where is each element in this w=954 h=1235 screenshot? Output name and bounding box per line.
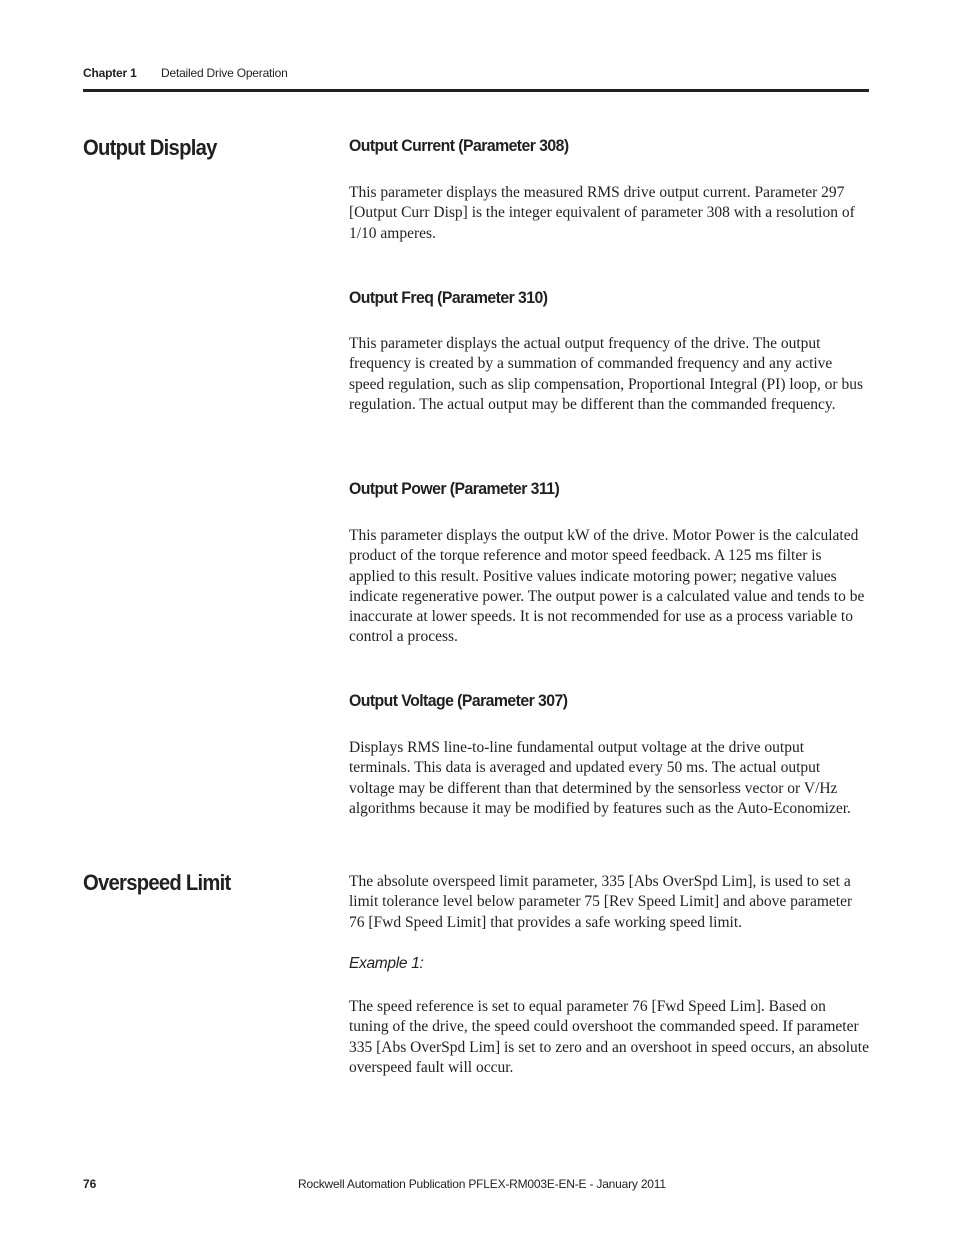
paragraph-output-power: This parameter displays the output kW of the drive. Motor Power is the calculated product of the torque reference and motor speed feedback. A 125 ms filter is applied to this result. Positive values indicate motoring power; negative values indicate regenerative power. The output power is a calculated value and tends to be inaccurate at lower speeds. It is not recommended for use as a process variable to control a process. — [349, 527, 865, 646]
footer-publication: Rockwell Automation Publication PFLEX-RM003E-EN-E - January 2011 — [298, 1177, 666, 1191]
paragraph-overspeed-intro: The absolute overspeed limit parameter, 335 [Abs OverSpd Lim], is used to set a limit tolerance level below parameter 75 [Rev Speed Limit] and above parameter 76 [Fwd Speed Limit] that provides a safe working speed limit. — [349, 873, 853, 931]
subheading-output-power: Output Power (Parameter 311) — [349, 479, 560, 498]
subheading-output-freq: Output Freq (Parameter 310) — [349, 288, 548, 307]
footer-page-number: 76 — [83, 1177, 97, 1191]
header-divider — [83, 89, 869, 92]
header-chapter-title: Detailed Drive Operation — [161, 66, 288, 80]
section-title-output-display: Output Display — [83, 135, 217, 160]
subheading-output-current: Output Current (Parameter 308) — [349, 136, 569, 155]
paragraph-output-voltage: Displays RMS line-to-line fundamental output voltage at the drive output terminals. This data is averaged and updated every 50 ms. The actual output voltage may be different than that determined by the sensorless vector or V/Hz algorithms because it may be modified by features such as the Auto-Economizer. — [349, 739, 851, 817]
paragraph-output-freq: This parameter displays the actual output frequency of the drive. The output frequency is created by a summation of commanded frequency and any active speed regulation, such as slip compensation, Proportional Integral (PI) loop, or bus regulation. The actual output may be different than the commanded frequency. — [349, 335, 863, 413]
header-chapter-label: Chapter 1 — [83, 66, 137, 80]
paragraph-output-current: This parameter displays the measured RMS drive output current. Parameter 297 [Output Curr Disp] is the integer equivalent of parameter 308 with a resolution of 1/10 amperes. — [349, 184, 855, 242]
paragraph-example-1: The speed reference is set to equal parameter 76 [Fwd Speed Lim]. Based on tuning of the drive, the speed could overshoot the commanded speed. If parameter 335 [Abs OverSpd Lim] is set to zero and an overshoot in speed occurs, an absolute overspeed fault will occur. — [349, 998, 869, 1076]
section-title-overspeed-limit: Overspeed Limit — [83, 870, 231, 895]
subheading-output-voltage: Output Voltage (Parameter 307) — [349, 691, 568, 710]
example-label: Example 1: — [349, 955, 424, 972]
